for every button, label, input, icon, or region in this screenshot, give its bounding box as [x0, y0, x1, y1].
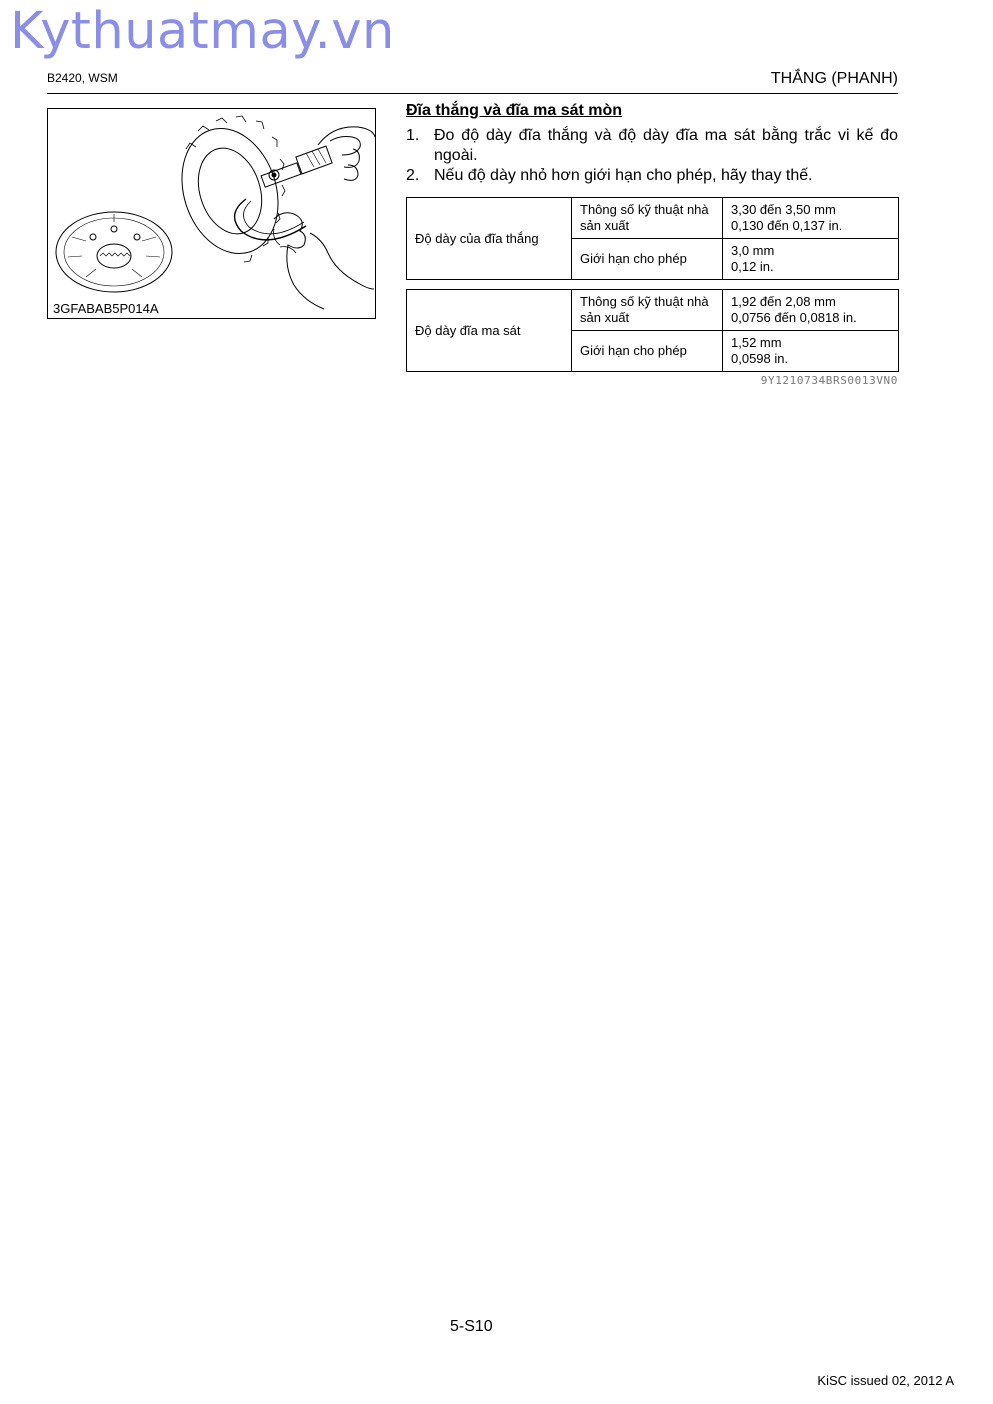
step-number: 2.: [406, 167, 420, 184]
step-item: [406, 166, 898, 186]
spec-value-imperial: 0,0598 in.: [731, 351, 789, 366]
spec-label: Giới hạn cho phép: [572, 239, 723, 280]
step-list: [406, 126, 898, 186]
section-content: [406, 102, 898, 186]
figure-micrometer-illustration: [47, 108, 376, 319]
spec-value-metric: 1,92 đến 2,08 mm: [731, 294, 836, 309]
spec-value-metric: 1,52 mm: [731, 335, 782, 350]
document-code: 9Y1210734BRS0013VN0: [760, 374, 898, 387]
step-text: Đo độ dày đĩa thắng và độ dày đĩa ma sát bằng trắc vi kế đo ngoài.: [434, 127, 898, 164]
header-chapter: THẮNG (PHANH): [770, 70, 898, 87]
issue-note: KiSC issued 02, 2012 A: [817, 1373, 954, 1388]
spec-label: Giới hạn cho phép: [572, 331, 723, 372]
spec-value-metric: 3,30 đến 3,50 mm: [731, 202, 836, 217]
spec-value: [723, 239, 899, 280]
step-item: [406, 126, 898, 166]
spec-value: [723, 198, 899, 239]
watermark: Kythuatmay.vn: [10, 2, 395, 61]
step-text: Nếu độ dày nhỏ hơn giới hạn cho phép, hãy thay thế.: [434, 167, 813, 184]
spec-table-brake-plate: [406, 197, 899, 280]
figure-caption: 3GFABAB5P014A: [53, 301, 159, 316]
spec-value-imperial: 0,130 đến 0,137 in.: [731, 218, 843, 233]
spec-table-friction-plate: [406, 289, 899, 372]
step-number: 1.: [406, 127, 420, 144]
micrometer-drawing: [48, 109, 375, 318]
spec-item: Độ dày của đĩa thắng: [407, 198, 572, 280]
header-model: B2420, WSM: [47, 71, 118, 85]
spec-label: Thông số kỹ thuật nhà sản xuất: [572, 198, 723, 239]
spec-value: [723, 331, 899, 372]
spec-value-metric: 3,0 mm: [731, 243, 775, 258]
spec-item: Độ dày đĩa ma sát: [407, 290, 572, 372]
spec-label: Thông số kỹ thuật nhà sản xuất: [572, 290, 723, 331]
header-rule: [47, 93, 898, 94]
spec-value-imperial: 0,0756 đến 0,0818 in.: [731, 310, 857, 325]
spec-value: [723, 290, 899, 331]
section-title: Đĩa thắng và đĩa ma sát mòn: [406, 102, 623, 119]
page-number: 5-S10: [450, 1318, 493, 1335]
spec-value-imperial: 0,12 in.: [731, 259, 774, 274]
